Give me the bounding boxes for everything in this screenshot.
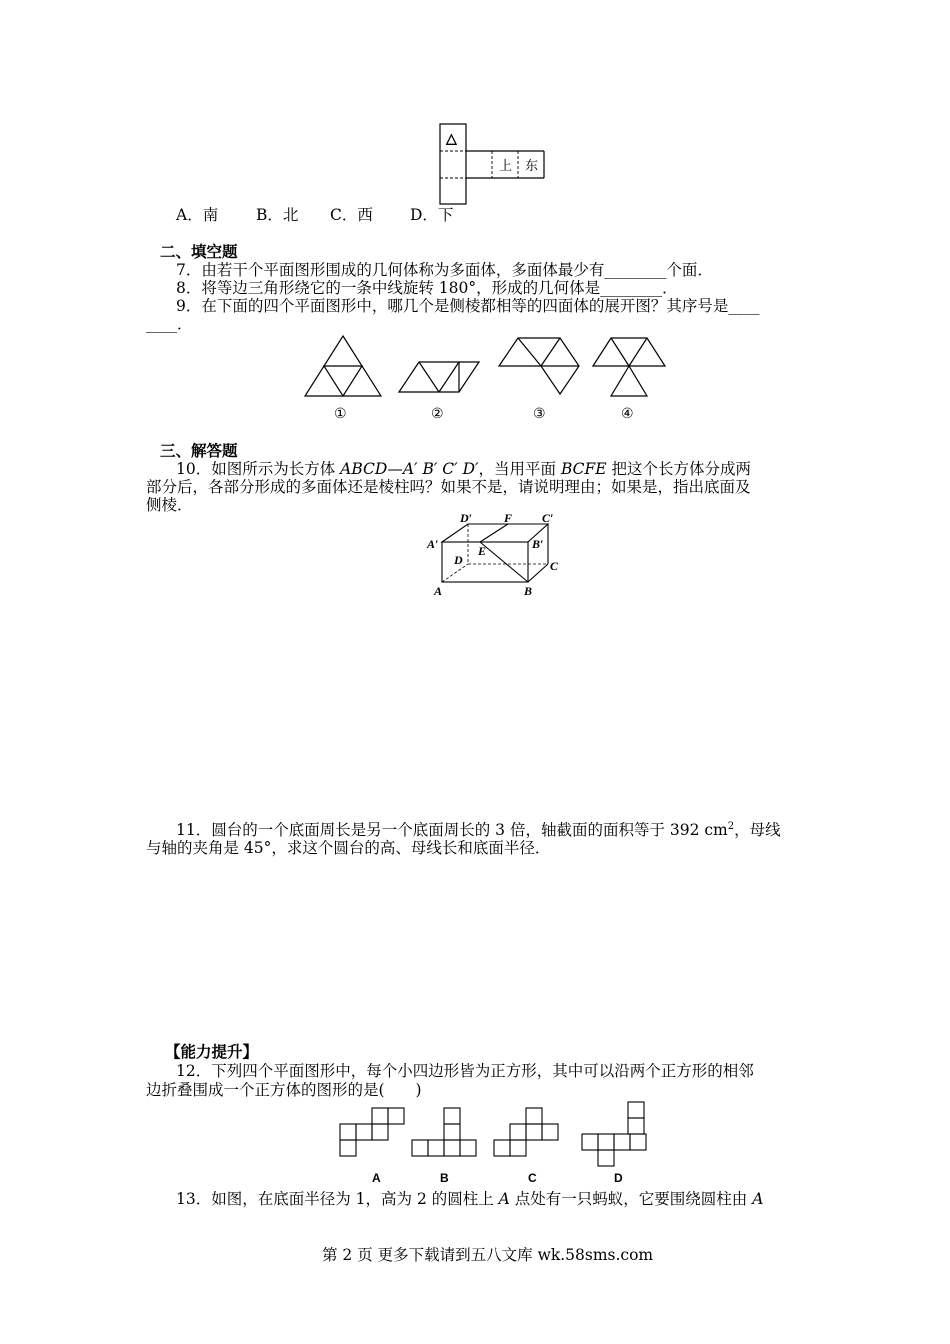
label-C: C <box>550 559 559 573</box>
label-Cp: C′ <box>542 511 554 525</box>
label-F: F <box>504 511 513 525</box>
question-9-line1: 9．在下面的四个平面图形中，哪几个是侧棱都相等的四面体的展开图？其序号是____ <box>176 297 760 315</box>
q13-point-a1: A <box>498 1190 510 1208</box>
nets-label-2: ② <box>431 407 444 422</box>
nets-label-4: ④ <box>621 407 634 422</box>
section-3-title: 三、解答题 <box>160 442 238 460</box>
question-10-line3: 侧棱． <box>146 496 193 514</box>
q13-text-c: 点处有一只蚂蚁，它要围绕圆柱由 <box>509 1190 753 1208</box>
page-footer: 第 2 页 更多下载请到五八文库 wk.58sms.com <box>322 1246 654 1264</box>
q10-text-e: 把这个长方体分成两 <box>606 460 752 478</box>
triangle-nets-figure <box>296 332 676 424</box>
square-net-label-d: D <box>614 1171 623 1185</box>
label-E: E <box>478 544 487 558</box>
question-11-line2: 与轴的夹角是 45°，求这个圆台的高、母线长和底面半径． <box>146 839 551 857</box>
nets-label-3: ③ <box>533 407 546 422</box>
question-12-line1: 12．下列四个平面图形中，每个小四边形皆为正方形，其中可以沿两个正方形的相邻 <box>176 1062 754 1080</box>
question-13-line1 <box>176 1192 763 1208</box>
section-4-title: 【能力提升】 <box>165 1043 259 1061</box>
label-D: D <box>454 553 463 567</box>
net-up-label: 上 <box>499 158 513 173</box>
q10-text-a: 10．如图所示为长方体 <box>176 460 341 478</box>
q11-text-b: ，母线 <box>734 821 781 840</box>
net-triangle-label: △ <box>446 132 457 147</box>
nets-label-1: ① <box>334 407 347 422</box>
square-net-label-a: A <box>372 1171 381 1185</box>
question-10-line1 <box>176 462 751 478</box>
q13-text-a: 13．如图，在底面半径为 1，高为 2 的圆柱上 <box>176 1190 499 1208</box>
q6-option-a: A．南 <box>176 206 219 224</box>
label-B: B <box>524 584 533 598</box>
square-nets-figure <box>330 1098 660 1190</box>
q11-exponent: 2 <box>727 821 735 832</box>
label-A: A <box>434 584 443 598</box>
q6-option-b: B．北 <box>256 206 299 224</box>
net-east-label: 东 <box>525 158 539 173</box>
q10-text-c: ，当用平面 <box>478 460 561 478</box>
q10-solid-name: ABCD—A′ B′ C′ D′ <box>340 460 479 478</box>
label-Dp: D′ <box>460 511 473 525</box>
label-Bp: B′ <box>532 537 544 551</box>
question-12-line2: 边折叠围成一个正方体的图形的是( ) <box>146 1081 422 1099</box>
question-7: 7．由若干个平面图形围成的几何体称为多面体，多面体最少有________个面． <box>176 261 713 279</box>
question-10-line2: 部分后，各部分形成的多面体还是棱柱吗？如果不是，请说明理由；如果是，指出底面及 <box>146 478 751 496</box>
q6-option-c: C．西 <box>330 206 373 224</box>
question-8: 8．将等边三角形绕它的一条中线旋转 180°，形成的几何体是________． <box>176 279 678 297</box>
cube-net-figure <box>430 118 555 208</box>
cuboid-figure <box>422 510 572 600</box>
section-2-title: 二、填空题 <box>160 243 238 261</box>
square-net-label-b: B <box>440 1171 449 1185</box>
question-9-line2: ____． <box>146 315 193 333</box>
question-11-line1 <box>176 822 781 839</box>
q13-point-a2: A <box>752 1190 764 1208</box>
q6-option-d: D．下 <box>410 206 454 224</box>
q11-text-a: 11．圆台的一个底面周长是另一个底面周长的 3 倍，轴截面的面积等于 392 cm <box>176 821 728 840</box>
label-Ap: A′ <box>427 537 439 551</box>
square-net-label-c: C <box>528 1171 537 1185</box>
q10-plane-name: BCFE <box>560 460 607 478</box>
